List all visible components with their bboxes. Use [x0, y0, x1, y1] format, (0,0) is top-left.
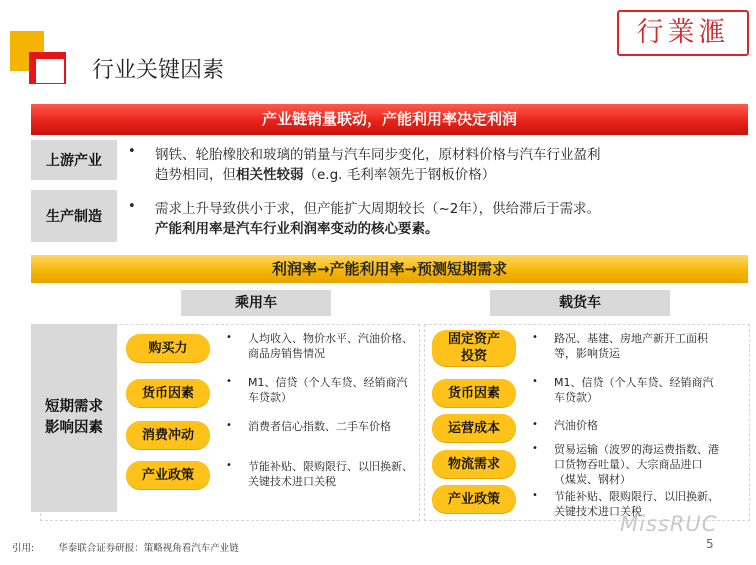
- brand-logo: 行業滙: [617, 10, 749, 56]
- upstream-line2: [155, 165, 745, 185]
- upstream-label: 上游产业: [31, 140, 117, 180]
- upstream-text: [155, 145, 745, 185]
- pill-monetary: 货币因素: [126, 379, 210, 407]
- banner-top: 产业链销量联动，产能利用率决定利润: [31, 104, 748, 135]
- passenger-item-text: 节能补贴、限购限行、以旧换新、关键技术进口关税: [248, 460, 413, 488]
- truck-item-text: 汽油价格: [554, 419, 598, 432]
- pill-monetary: 货币因素: [432, 379, 516, 407]
- upstream-line2-pre: 趋势相同，但: [155, 167, 236, 183]
- bullet: •: [532, 332, 538, 343]
- upstream-line1: 钢铁、轮胎橡胶和玻璃的销量与汽车同步变化，原材料价格与汽车行业盈利: [155, 147, 601, 163]
- production-line2-bold: 产能利用率是汽车行业利润率变动的核心要素。: [155, 221, 439, 237]
- truck-item-text: 节能补贴、限购限行、以旧换新、关键技术进口关税: [554, 490, 719, 518]
- pill-fixed-investment: [432, 330, 516, 366]
- bullet: •: [532, 376, 538, 387]
- production-label: 生产制造: [31, 190, 117, 242]
- pill-industry-policy: 产业政策: [432, 485, 516, 513]
- bullet: •: [226, 460, 232, 471]
- side-label-text: 短期需求影响因素: [45, 399, 103, 436]
- passenger-item-text: 人均收入、物价水平、汽油价格、商品房销售情况: [248, 332, 413, 360]
- pill-consumer-impulse: 消费冲动: [126, 421, 210, 449]
- banner-mid: 利润率→产能利用率→预测短期需求: [31, 255, 748, 283]
- watermark: MissRUC: [620, 512, 718, 536]
- pill-industry-policy: 产业政策: [126, 461, 210, 489]
- bullet: •: [128, 199, 136, 214]
- citation-label: 引用:: [12, 543, 35, 554]
- production-line2: [155, 219, 745, 239]
- passenger-item-text: M1、信贷（个人车贷、经销商汽车贷款）: [248, 376, 408, 404]
- pill-fixed-investment-text: 固定资产投资: [447, 332, 500, 364]
- bullet: •: [226, 332, 232, 343]
- side-label: [31, 324, 117, 512]
- bullet: •: [226, 376, 232, 387]
- tab-truck: 载货车: [490, 290, 670, 316]
- passenger-item-text: 消费者信心指数、二手车价格: [248, 420, 391, 433]
- tab-passenger: 乘用车: [181, 290, 331, 316]
- truck-item-text: M1、信贷（个人车贷、经销商汽车贷款）: [554, 376, 714, 404]
- production-line1: 需求上升导致供小于求，但产能扩大周期较长（~2年），供给滞后于需求。: [155, 201, 601, 217]
- truck-item-text: 贸易运输（波罗的海运费指数、港口货物吞吐量）、大宗商品进口（煤炭、钢材）: [554, 443, 719, 486]
- page-title: 行业关键因素: [92, 58, 225, 83]
- bullet: •: [532, 419, 538, 430]
- bullet: •: [532, 490, 538, 501]
- upstream-line2-bold: 相关性较弱: [236, 167, 304, 183]
- bullet: •: [128, 144, 136, 159]
- pill-purchasing-power: 购买力: [126, 334, 210, 362]
- production-text: [155, 199, 745, 239]
- pill-logistics-demand: 物流需求: [432, 450, 516, 478]
- truck-item-text: 路况、基建、房地产新开工面积等，影响货运: [554, 332, 708, 360]
- pill-operating-cost: 运营成本: [432, 414, 516, 442]
- citation-text: 华泰联合证券研报：策略视角看汽车产业链: [58, 543, 239, 554]
- logo-white-square: [36, 59, 64, 83]
- bullet: •: [226, 420, 232, 431]
- footer-citation: [12, 540, 239, 554]
- upstream-line2-post: （e.g. 毛利率领先于钢板价格）: [303, 167, 496, 183]
- bullet: •: [532, 443, 538, 454]
- page-number: 5: [706, 537, 714, 551]
